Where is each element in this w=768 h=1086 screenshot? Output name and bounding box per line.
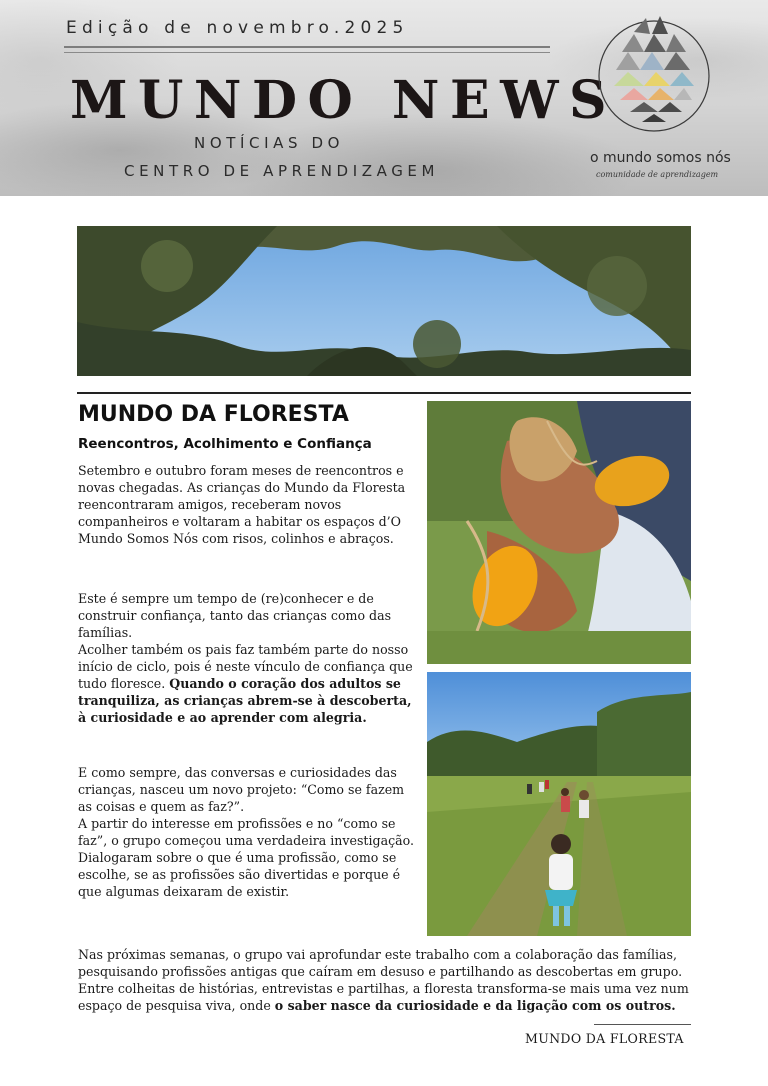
newsletter-subtitle-line2: CENTRO DE APRENDIZAGEM — [124, 162, 440, 180]
paragraph-1 — [78, 462, 418, 547]
paragraph-4 — [78, 946, 694, 1014]
paragraph-2-line2 — [78, 641, 418, 726]
header-divider — [64, 46, 550, 48]
paragraph-4-text: Nas próximas semanas, o grupo vai aprofundar este trabalho com a colaboração das famílias, pesquisando profissões antigas que caíram em desuso e partilhando as descobertas em grupo. Entre colheitas de histórias, entrevistas e partilhas, a floresta transforma-se mais uma vez num espaço de pesquisa viva, onde — [78, 947, 689, 1013]
paragraph-4-end: . — [671, 998, 676, 1013]
paragraph-2-text: Acolher também os pais faz também parte do nosso início de ciclo, pois é neste vínculo de confiança que tudo floresce. — [78, 642, 413, 691]
section-title: MUNDO DA FLORESTA — [78, 402, 349, 427]
paragraph-3-line2: A partir do interesse em profissões e no “como se faz”, o grupo começou uma verdadeira investigação. — [78, 816, 415, 848]
logo-name: o mundo somos nós — [590, 150, 731, 166]
edition-label: Edição de novembro.2025 — [66, 18, 409, 38]
newsletter-title: MUNDO NEWS — [70, 70, 618, 131]
section-subtitle: Reencontros, Acolhimento e Confiança — [78, 436, 372, 452]
paragraph-1-text: Setembro e outubro foram meses de reencontros e novas chegadas. As crianças do Mundo da Floresta reencontraram amigos, receberam novos companheiros e voltaram a habitar os espaços d’O Mundo Somos Nós com risos, colinhos e abraços. — [78, 463, 406, 546]
section-divider — [77, 392, 691, 394]
paragraph-3 — [78, 764, 418, 900]
newsletter-subtitle-line1: NOTÍCIAS DO — [194, 134, 345, 152]
paragraph-2 — [78, 590, 418, 726]
children-field-photo — [427, 672, 691, 936]
newsletter-header — [0, 0, 768, 196]
corn-hands-photo — [427, 401, 691, 664]
paragraph-3-line1: E como sempre, das conversas e curiosidades das crianças, nasceu um novo projeto: “Como se fazem as coisas e quem as faz?”. — [78, 765, 405, 814]
paragraph-4-bold: o saber nasce da curiosidade e da ligação com os outros — [274, 998, 672, 1013]
paragraph-3-line3: Dialogaram sobre o que é uma profissão, como se escolhe, se as profissões são divertidas e porque é que algumas deixaram de existir. — [78, 850, 401, 899]
pinecone-logo-icon — [594, 12, 712, 142]
paragraph-2-end: . — [362, 710, 367, 725]
paragraph-2-bold: Quando o coração dos adultos se tranquiliza, as crianças abrem-se à descoberta, à curiosidade e ao aprender com alegria — [78, 676, 412, 725]
paragraph-2-line1: Este é sempre um tempo de (re)conhecer e de construir confiança, tanto das crianças como das famílias. — [78, 591, 392, 640]
header-divider-thin — [64, 52, 550, 53]
footer-divider — [594, 1024, 691, 1025]
footer-section-label: MUNDO DA FLORESTA — [525, 1031, 684, 1046]
forest-canopy-photo — [77, 226, 691, 376]
logo-tagline: comunidade de aprendizagem — [596, 170, 719, 179]
